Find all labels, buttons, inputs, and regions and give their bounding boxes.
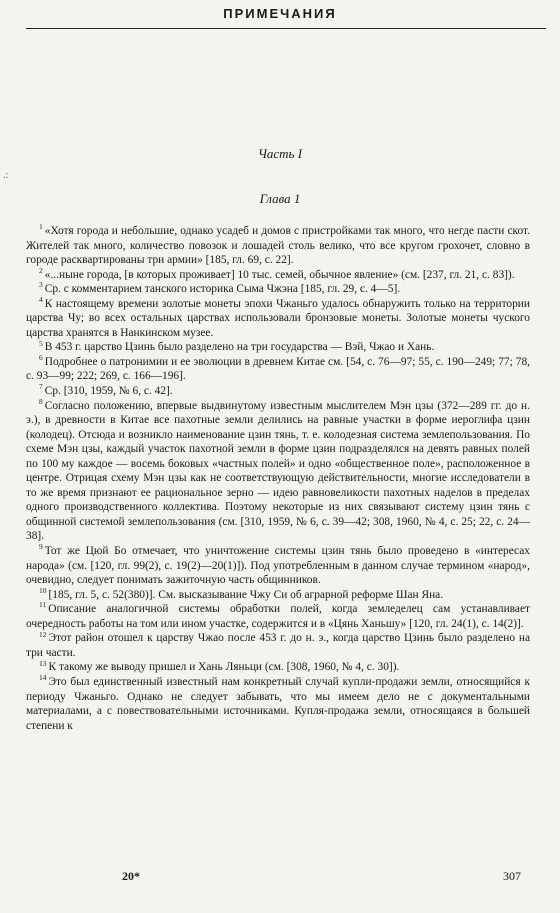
- footnote: [26, 631, 530, 660]
- footnote-text: Подробнее о патронимии и ее эволюции в древнем Китае см. [54, с. 76—97; 55, с. 190—249; 77; 78, с. 93—99; 222; 269, с. 166—196].: [26, 355, 530, 383]
- footnote: [26, 602, 530, 631]
- footnote-number: 12: [39, 629, 47, 639]
- footnote-text: Ср. [310, 1959, № 6, с. 42].: [44, 385, 173, 398]
- footnote-number: 14: [39, 673, 47, 683]
- footnote-number: 5: [39, 338, 43, 348]
- margin-mark: .:: [3, 170, 9, 181]
- footnote: [26, 660, 530, 675]
- footnote-text: К такому же выводу пришел и Хань Ляньци (см. [308, 1960, № 4, с. 30]).: [48, 661, 400, 674]
- part-title: Часть I: [257, 146, 303, 161]
- running-header: ПРИМЕЧАНИЯ: [223, 6, 337, 21]
- footnote-number: 3: [39, 280, 43, 290]
- footnote-text: Согласно положению, впервые выдвинутому известным мыслителем Мэн цзы (372—289 гг. до н. э.), в древности в Китае все пахотные земли делились на равные участки в форме иероглифа цзин (колодец). Отсюда и возникло наименование цзин тянь, т. е. колодезная система землепользования. По схеме Мэн цзы, каждый участок пахотной земли в форме цзин подразделялся на девять равных полей по 100 му каждое — восемь боковых «частных полей» и одно «общественное поле», расположенное в центре. Отрицая схему Мэн цзы как не соответствующую действительности, многие исследователи в то же время признают ее рациональное зерно — идею равновеликости пахотных наделов в пределах одного производственного коллектива. Поэтому некоторые из них связывают систему цзин тянь с общинной системой землепользования (см. [310, 1959, № 6, с. 39—42; 308, 1960, № 4, с. 25; 22, с. 24—38].: [26, 399, 530, 543]
- footnote-number: 7: [39, 382, 43, 392]
- footnote: [26, 224, 530, 268]
- footnote-text: Ср. с комментарием танского историка Сыма Чжэна [185, гл. 29, с. 4—5].: [44, 283, 401, 296]
- footnote-text: Описание аналогичной системы обработки полей, когда земледелец сам устанавливает очередность работы на том или ином участке, содержится и в «Цянь Ханьшу» [120, гл. 24(1), с. 14(2)].: [26, 603, 530, 630]
- footnote: [26, 396, 530, 544]
- footnote: [26, 282, 530, 297]
- footnote-text: В 453 г. царство Цзинь было разделено на три государства — Вэй, Чжао и Хань.: [44, 341, 435, 354]
- footnote: [26, 585, 530, 603]
- footnote-number: 6: [39, 353, 43, 363]
- footnote-text: Это был единственный известный нам конкретный случай купли-продажи земли, относящийся к периоду Чжаньго. Однако не следует забывать, что мы имеем дело не с документальными материалами, а с повествовательными источниками. Купля-продажа земли, относящаяся в большей степени к: [26, 675, 530, 732]
- header-rule: [26, 28, 546, 29]
- page-number: 307: [503, 869, 521, 883]
- footnote-text: «...ныне города, [в которых проживает] 10 тыс. семей, обычное явление» (см. [237, гл. 21, с. 83]).: [44, 268, 515, 281]
- footnote-number: 9: [39, 542, 43, 552]
- footnote-number: 1: [39, 222, 43, 232]
- footnote: [26, 675, 530, 733]
- footnote-text: Этот район отошел к царству Чжао после 453 г. до н. э., когда царство Цзинь было разделено на три части.: [26, 632, 530, 659]
- footnote-text: Тот же Цюй Бо отмечает, что уничтожение системы цзин тянь было проведено в «интересах народа» (см. [120, гл. 99(2), с. 19(2)—20(1)]). Под употребленным в данном случае термином «народ», очевидно, следует понимать зажиточную часть общинников.: [26, 545, 530, 587]
- footnote-text: «Хотя города и небольшие, однако усадеб и домов с пристройками так много, что негде пасти скот. Жителей так много, количество повозок и лошадей столь велико, что все кругом грохочет, словно в городе расквартированы три армии» [185, гл. 69, с. 22].: [26, 225, 530, 267]
- footnote-number: 13: [39, 658, 47, 668]
- signature-mark: 20*: [122, 869, 140, 883]
- footnote-text: К настоящему времени золотые монеты эпохи Чжаньго удалось обнаружить только на территории царства Чу; во всех остальных царствах использовали бронзовые монеты. Золотые монеты чуского царства хранятся в Нанкинском музее.: [26, 297, 530, 339]
- footnote: [26, 384, 530, 399]
- footnote: [26, 294, 530, 341]
- chapter-title: Глава 1: [259, 191, 301, 206]
- footnote-text: [185, гл. 5, с. 52(380)]. См. высказывание Чжу Си об аграрной реформе Шан Яна.: [48, 588, 444, 601]
- footnotes-list: [26, 224, 530, 733]
- footnote-number: 8: [39, 396, 43, 406]
- footnote: [26, 355, 530, 384]
- footnote-number: 10: [39, 585, 47, 595]
- footnote-number: 11: [39, 600, 47, 610]
- footnote-number: 4: [39, 294, 43, 304]
- footnote: [26, 265, 530, 283]
- footnote: [26, 544, 530, 588]
- footnote: [26, 340, 530, 355]
- footnote-number: 2: [39, 265, 43, 275]
